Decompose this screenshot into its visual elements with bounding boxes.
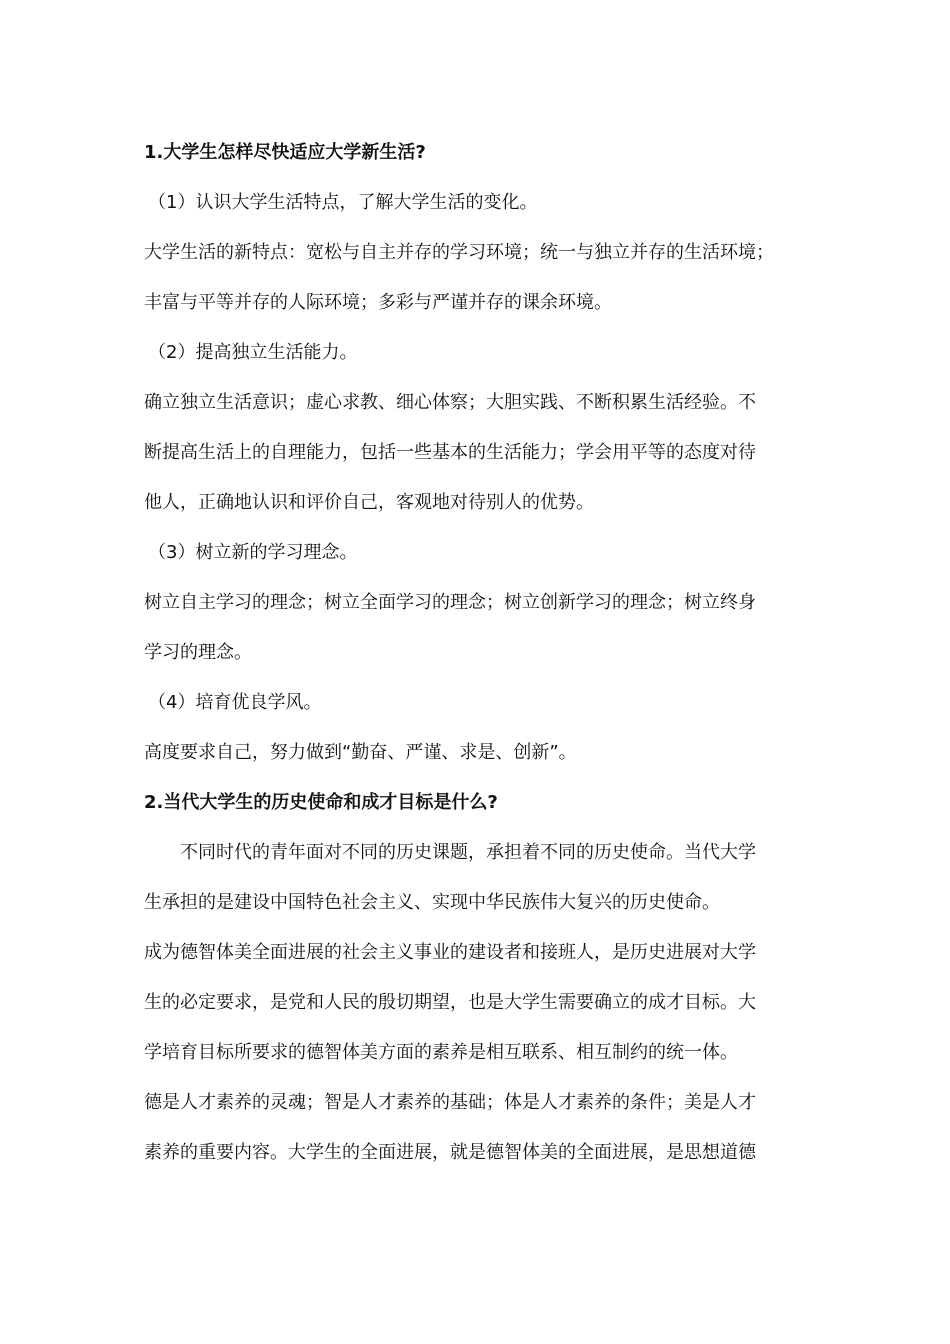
paragraph-line: 生的必定要求，是党和人民的殷切期望，也是大学生需要确立的成才目标。大	[144, 992, 756, 1013]
paragraph-line: 素养的重要内容。大学生的全面进展，就是德智体美的全面进展，是思想道德	[144, 1142, 756, 1163]
subheading-4: （4）培育优良学风。	[148, 692, 322, 713]
subheading-3: （3）树立新的学习理念。	[148, 542, 358, 563]
subheading-2: （2）提高独立生活能力。	[148, 342, 358, 363]
paragraph-line: 学培育目标所要求的德智体美方面的素养是相互联系、相互制约的统一体。	[144, 1042, 738, 1063]
paragraph-line: 成为德智体美全面进展的社会主义事业的建设者和接班人，是历史进展对大学	[144, 942, 756, 963]
document-page	[144, 128, 814, 1178]
paragraph-line: 德是人才素养的灵魂；智是人才素养的基础；体是人才素养的条件；美是人才	[144, 1092, 756, 1113]
paragraph-line-indented: 不同时代的青年面对不同的历史课题，承担着不同的历史使命。当代大学	[180, 842, 756, 863]
question-2-heading: 2.当代大学生的历史使命和成才目标是什么?	[144, 792, 498, 813]
paragraph-line: 确立独立生活意识；虚心求教、细心体察；大胆实践、不断积累生活经验。不	[144, 392, 756, 413]
paragraph-line: 高度要求自己，努力做到“勤奋、严谨、求是、创新”。	[144, 742, 577, 763]
paragraph-line: 丰富与平等并存的人际环境；多彩与严谨并存的课余环境。	[144, 292, 612, 313]
paragraph-line: 生承担的是建设中国特色社会主义、实现中华民族伟大复兴的历史使命。	[144, 892, 720, 913]
paragraph-line: 他人，正确地认识和评价自己，客观地对待别人的优势。	[144, 492, 594, 513]
paragraph-line: 断提高生活上的自理能力，包括一些基本的生活能力；学会用平等的态度对待	[144, 442, 756, 463]
paragraph-line: 大学生活的新特点：宽松与自主并存的学习环境；统一与独立并存的生活环境；	[144, 242, 774, 263]
question-1-heading: 1.大学生怎样尽快适应大学新生活?	[144, 142, 426, 163]
paragraph-line: 树立自主学习的理念；树立全面学习的理念；树立创新学习的理念；树立终身	[144, 592, 756, 613]
subheading-1: （1）认识大学生活特点，了解大学生活的变化。	[148, 192, 538, 213]
paragraph-line: 学习的理念。	[144, 642, 252, 663]
